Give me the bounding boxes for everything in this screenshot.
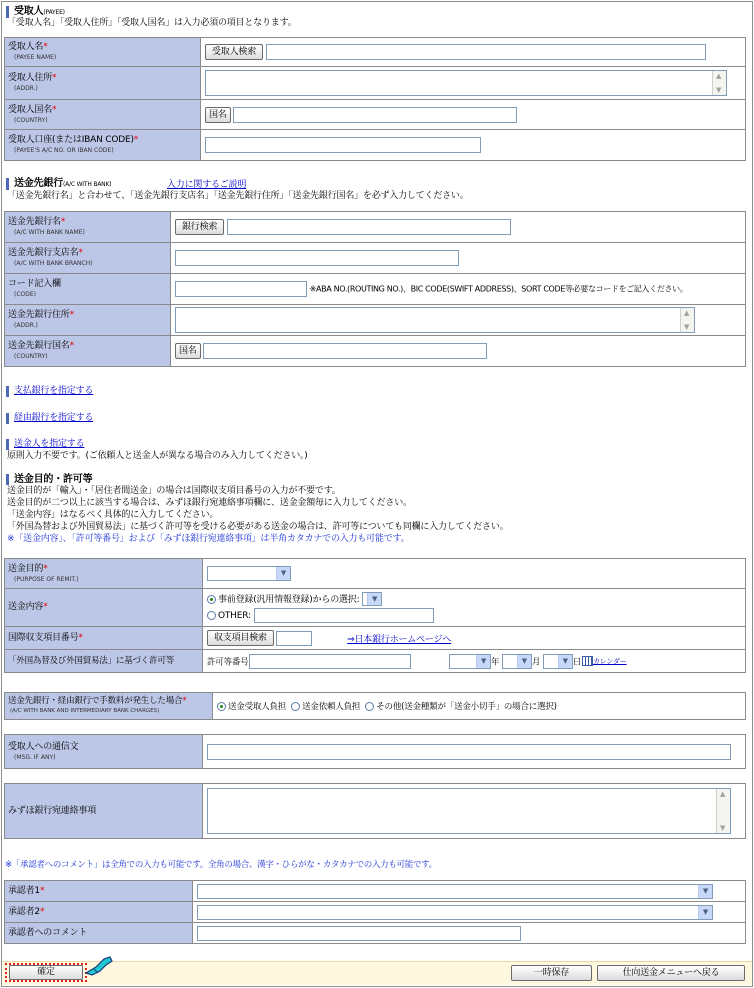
approver1-select[interactable] — [197, 884, 713, 899]
chevron-down-icon: ▼ — [517, 655, 531, 668]
message-label: 受取人への通信文 (MSG. IF ANY) — [5, 735, 203, 769]
content-registered-label: 事前登録(汎用情報登録)からの選択: — [218, 594, 360, 605]
purpose-section-title: 送金目的・許可等 — [6, 474, 92, 485]
bop-search-button[interactable]: 収支項目検索 — [207, 630, 274, 646]
bank-address-textarea[interactable] — [175, 307, 695, 333]
scroll-down-icon: ▼ — [720, 824, 726, 832]
purpose-table — [4, 558, 746, 673]
charges-other-label: その他(送金種類が「送金小切手」の場合に選択) — [376, 702, 557, 712]
approver-table — [4, 880, 746, 944]
scroll-down-icon: ▼ — [684, 323, 690, 331]
payee-country-label: 受取人国名* (COUNTRY) — [5, 100, 201, 130]
content-other-radio[interactable] — [207, 611, 216, 620]
payee-account-label: 受取人口座(またはIBAN CODE)* (PAYEE'S A/C NO. OR IBAN CODE) — [5, 130, 201, 161]
scrollbar[interactable] — [712, 71, 726, 95]
scroll-up-icon: ▲ — [720, 790, 726, 798]
charges-remitter-label: 送金依頼人負担 — [302, 702, 361, 712]
chevron-down-icon: ▼ — [476, 655, 490, 668]
month-label: 月 — [531, 657, 541, 667]
payee-country-button[interactable]: 国名 — [205, 107, 231, 123]
chevron-down-icon: ▼ — [698, 906, 712, 919]
approver-comment-input[interactable] — [197, 926, 521, 941]
day-label: 日 — [572, 657, 581, 667]
content-label: 送金内容* — [5, 589, 203, 627]
bop-input[interactable] — [276, 631, 312, 646]
payee-table — [4, 37, 746, 161]
purpose-label: 送金目的* (PURPOSE OF REMIT.) — [5, 559, 203, 589]
calendar-link[interactable]: カレンダー — [593, 657, 627, 665]
intermediary-bank-link[interactable]: 経由銀行を指定する — [14, 413, 94, 423]
charges-label: 送金先銀行・経由銀行で手数料が発生した場合* (A/C WITH BANK AND INTERMEDIARY BANK CHARGES) — [5, 693, 213, 720]
scroll-down-icon: ▼ — [716, 86, 722, 94]
approver1-label: 承認者1* — [5, 881, 193, 902]
purpose-select[interactable] — [207, 566, 291, 581]
bank-code-note: ※ABA NO.(ROUTING NO.)、BIC CODE(SWIFT ADDRESS)、SORT CODE等必要なコードをご記入ください。 — [309, 284, 688, 294]
approver-note: ※「承認者へのコメント」は全角での入力も可能です。全角の場合、漢字・ひらがな・カタカナでの入力も可能です。 — [5, 860, 437, 870]
payee-account-input[interactable] — [205, 137, 481, 153]
bank-note: 「送金先銀行名」と合わせて、「送金先銀行支店名」「送金先銀行住所」「送金先銀行国名」を必ず入力してください。 — [7, 191, 469, 201]
bank-code-label: コード記入欄 (CODE) — [5, 274, 171, 305]
chevron-down-icon: ▼ — [698, 885, 712, 898]
approver-comment-label: 承認者へのコメント — [5, 923, 193, 944]
bank-branch-input[interactable] — [175, 250, 459, 266]
approver2-select[interactable] — [197, 905, 713, 920]
payee-name-input[interactable] — [266, 44, 706, 60]
charges-payee-label: 送金受取人負担 — [228, 702, 287, 712]
chevron-down-icon: ▼ — [367, 593, 381, 605]
bank-name-label: 送金先銀行名* (A/C WITH BANK NAME) — [5, 212, 171, 243]
permit-no-input[interactable] — [249, 654, 411, 669]
content-other-input[interactable] — [254, 608, 434, 623]
confirm-button[interactable]: 確定 — [9, 965, 83, 980]
payee-country-input[interactable] — [233, 107, 517, 123]
scrollbar[interactable] — [680, 308, 694, 332]
back-to-menu-button[interactable]: 仕向送金メニューへ戻る — [597, 965, 745, 981]
purpose-note-4: 「外国為替および外国貿易法」に基づく許可等を受ける必要がある送金の場合は、許可等についても同欄に入力してください。 — [7, 522, 509, 532]
pointing-hand-icon — [84, 955, 114, 977]
chevron-down-icon: ▼ — [276, 567, 290, 580]
purpose-blue-note: ※「送金内容」、「許可等番号」および「みずほ銀行宛連絡事項」は半角カタカナでの入力も可能です。 — [7, 534, 410, 544]
purpose-note-2: 送金目的が二つ以上に該当する場合は、みずほ銀行宛連絡事項欄に、送金金額毎に入力してください。 — [7, 498, 412, 508]
bank-country-input[interactable] — [203, 343, 487, 359]
scrollbar[interactable] — [716, 789, 730, 833]
remitter-linkline — [6, 439, 84, 450]
bop-label: 国際収支項目番号* — [5, 627, 203, 650]
year-select[interactable] — [449, 654, 491, 669]
permit-label: 「外国為替及び外国貿易法」に基づく許可等 — [5, 650, 203, 673]
bank-name-input[interactable] — [227, 219, 511, 235]
payee-address-label: 受取人住所* (ADDR.) — [5, 67, 201, 100]
temp-save-button[interactable]: 一時保存 — [511, 965, 592, 981]
mizuho-note-table — [4, 783, 746, 839]
scroll-up-icon: ▲ — [716, 72, 722, 80]
bank-search-button[interactable]: 銀行検索 — [175, 219, 224, 235]
message-table — [4, 734, 746, 769]
charges-payee-radio[interactable] — [217, 702, 226, 711]
payee-address-textarea[interactable] — [205, 70, 727, 96]
permit-no-label: 許可等番号 — [207, 657, 249, 667]
bank-help-link[interactable]: 入力に関するご説明 — [167, 180, 247, 190]
content-registered-radio[interactable] — [207, 595, 216, 604]
approver2-label: 承認者2* — [5, 902, 193, 923]
bank-branch-label: 送金先銀行支店名* (A/C WITH BANK BRANCH) — [5, 243, 171, 274]
bank-address-label: 送金先銀行住所* (ADDR.) — [5, 305, 171, 336]
charges-remitter-radio[interactable] — [291, 702, 300, 711]
payee-section-title: 受取人(PAYEE) — [6, 6, 65, 18]
year-label: 年 — [491, 657, 500, 667]
boj-link[interactable]: ⇒日本銀行ホームページへ — [347, 634, 452, 645]
day-select[interactable] — [543, 654, 573, 669]
charges-other-radio[interactable] — [365, 702, 374, 711]
remitter-link[interactable]: 送金人を指定する — [14, 439, 85, 449]
content-other-label: OTHER: — [218, 610, 251, 621]
mizuho-note-label: みずほ銀行宛連絡事項 — [5, 784, 203, 839]
bank-code-input[interactable] — [175, 281, 307, 297]
payee-note: 「受取人名」「受取人住所」「受取人国名」は入力必須の項目となります。 — [7, 18, 297, 28]
message-input[interactable] — [207, 744, 731, 760]
paying-bank-link[interactable]: 支払銀行を指定する — [14, 386, 94, 396]
charges-table — [4, 692, 746, 720]
chevron-down-icon: ▼ — [558, 655, 572, 668]
bank-country-button[interactable]: 国名 — [175, 343, 201, 359]
payee-search-button[interactable]: 受取人検索 — [205, 44, 263, 60]
purpose-note-3: 「送金内容」はなるべく具体的に入力してください。 — [7, 510, 219, 520]
purpose-note-1: 送金目的が「輸入」・「居住者間送金」の場合は国際収支項目番号の入力が不要です。 — [7, 486, 341, 496]
payee-name-label: 受取人名* (PAYEE NAME) — [5, 38, 201, 67]
paying-bank-linkline — [6, 386, 93, 397]
month-select[interactable] — [502, 654, 532, 669]
calendar-icon[interactable] — [582, 656, 593, 666]
scroll-up-icon: ▲ — [684, 309, 690, 317]
remitter-note: 原則入力不要です。(ご依頼人と送金人が異なる場合のみ入力してください。) — [7, 451, 308, 461]
bank-section-title: 送金先銀行(A/C WITH BANK) — [6, 178, 111, 190]
bank-country-label: 送金先銀行国名* (COUNTRY) — [5, 336, 171, 367]
mizuho-note-textarea[interactable] — [207, 788, 731, 834]
intermediary-bank-linkline — [6, 413, 93, 424]
content-registered-select[interactable] — [362, 592, 382, 606]
bank-table — [4, 211, 746, 367]
